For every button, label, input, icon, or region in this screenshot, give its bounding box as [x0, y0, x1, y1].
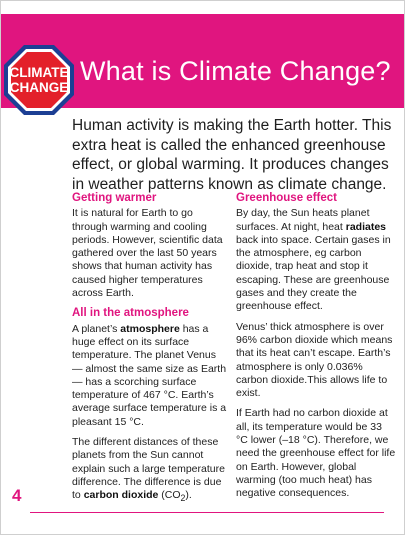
- getting-warmer-paragraph: It is natural for Earth to go through warming and cooling periods. However, scientific data gathered over the last 50 years shows that human activity has caused higher temperatures across Earth.: [72, 207, 223, 300]
- text-run: By day, the Sun heats planet surfaces. At night, heat: [236, 207, 370, 233]
- text-run: has a huge effect on its surface temperature. The planet Venus — almost the same size as Earth — has a scorching surface temperature of 467 °C. Earth’s average surface temperature is a pleasant 15 °C.: [72, 322, 227, 428]
- greenhouse-paragraph-1: [236, 207, 396, 313]
- text-run: back into space. Certain gases in the atmosphere, eg carbon dioxide, trap heat and stop it escaping. These are greenhouse gases and they create the greenhouse effect.: [236, 233, 391, 313]
- term-carbon-dioxide: carbon dioxide: [83, 489, 159, 502]
- left-column: [72, 192, 228, 513]
- logo-line-2: CHANGE: [9, 80, 69, 95]
- footer-rule: [30, 512, 384, 513]
- heading-greenhouse-effect: Greenhouse effect: [236, 192, 337, 204]
- intro-paragraph: Human activity is making the Earth hotter. This extra heat is called the enhanced greenhouse effect, or global warming. It produces changes in weather patterns known as climate change.: [72, 117, 392, 193]
- atmosphere-paragraph-2: [72, 436, 228, 506]
- greenhouse-paragraph-3: If Earth had no carbon dioxide at all, its temperature would be 33 °C lower (–18 °C). Therefore, we need the greenhouse effect for life on Earth. However, global warming (too much heat) has negative consequences.: [236, 407, 396, 500]
- page-number: 4: [12, 486, 22, 505]
- heading-atmosphere: All in the atmosphere: [72, 307, 189, 320]
- text-run: ).: [185, 489, 192, 502]
- term-atmosphere: atmosphere: [120, 322, 180, 335]
- text-run: The different distances of these planets from the Sun cannot explain such a large temperature difference. The difference is due to: [72, 436, 225, 502]
- term-radiates: radiates: [345, 220, 387, 233]
- climate-change-logo: [3, 44, 75, 116]
- atmosphere-paragraph-1: [72, 323, 228, 429]
- greenhouse-paragraph-2: Venus’ thick atmosphere is over 96% carbon dioxide which means that its heat can’t escape. Earth’s atmosphere is only 0.036% carbon dioxide.This allows life to exist.: [236, 320, 393, 400]
- heading-getting-warmer: Getting warmer: [72, 192, 157, 204]
- right-column: [236, 192, 396, 508]
- text-run: (CO: [158, 489, 181, 502]
- subscript: 2: [180, 493, 186, 504]
- logo-line-1: CLIMATE: [9, 65, 69, 80]
- text-run: A planet’s: [72, 322, 121, 335]
- page-title: What is Climate Change?: [80, 56, 391, 86]
